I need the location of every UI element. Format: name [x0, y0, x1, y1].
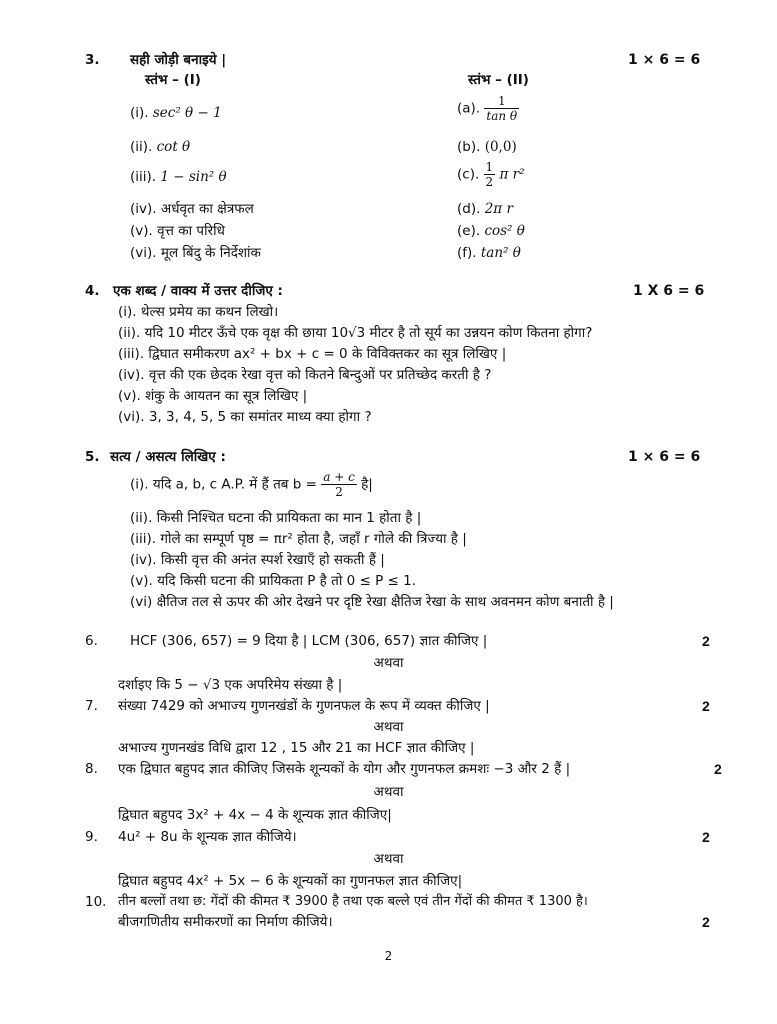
- q3-left-item: (vi). मूल बिंदु के निर्देशांक: [130, 245, 261, 261]
- q5-item: (vi) क्षैतिज तल से ऊपर की ओर देखने पर दृष्टि रेखा क्षैतिज रेखा के साथ अवनमन कोण बनाती है |: [130, 594, 614, 610]
- q3-left-item: (iv). अर्धवृत का क्षेत्रफल: [130, 201, 254, 217]
- q4-item: (v). शंकु के आयतन का सूत्र लिखिए |: [118, 388, 308, 404]
- q3-left-item: (v). वृत्त का परिधि: [130, 223, 225, 239]
- q5-item: (i). यदि a, b, c A.P. में हैं तब b = $\frac{a + c}{2}$ है|: [130, 470, 373, 499]
- q3-title: सही जोड़ी बनाइये |: [130, 52, 227, 68]
- fraction: $\frac{1}{\text{tan θ}}$: [486, 94, 518, 123]
- q9-or: अथवा: [373, 851, 404, 867]
- q9-alternative: द्विघात बहुपद 4x² + 5x − 6 के शून्यकों का गुणनफल ज्ञात कीजिए|: [118, 873, 463, 889]
- q8-number: 8.: [85, 761, 98, 777]
- page-number: 2: [384, 949, 393, 963]
- q6-number: 6.: [85, 633, 98, 649]
- q3-right-item: (f). tan² θ: [457, 245, 521, 261]
- q7-text: संख्या 7429 को अभाज्य गुणनखंडों के गुणनफल के रूप में व्यक्त कीजिए |: [118, 698, 490, 714]
- q6-text: HCF (306, 657) = 9 दिया है | LCM (306, 657) ज्ञात कीजिए |: [130, 633, 488, 649]
- q6-or: अथवा: [373, 655, 404, 671]
- q3-right-item: (b). (0,0): [457, 139, 517, 155]
- q9-number: 9.: [85, 829, 98, 845]
- q4-item: (i). थेल्स प्रमेय का कथन लिखो।: [118, 304, 279, 320]
- q3-left-item: (iii). 1 − sin² θ: [130, 169, 227, 185]
- q4-item: (iii). द्विघात समीकरण ax² + bx + c = 0 के विविक्तकर का सूत्र लिखिए |: [118, 346, 507, 362]
- q7-marks: 2: [702, 698, 710, 714]
- q3-right-item: (c). $\frac{1}{2}$ π r²: [457, 160, 525, 189]
- q3-column1-heading: स्तंभ – (I): [145, 72, 201, 88]
- q10-number: 10.: [85, 894, 107, 910]
- q6-alternative: दर्शाइए कि 5 − √3 एक अपरिमेय संख्या है |: [118, 677, 343, 693]
- q4-item: (ii). यदि 10 मीटर ऊँचे एक वृक्ष की छाया 10√3 मीटर है तो सूर्य का उन्नयन कोण कितना होगा?: [118, 325, 593, 341]
- q8-marks: 2: [714, 761, 722, 777]
- q3-left-item: (i). sec² θ − 1: [130, 105, 222, 121]
- q3-column2-heading: स्तंभ – (II): [468, 72, 529, 88]
- q5-item: (ii). किसी निश्चित घटना की प्रायिकता का मान 1 होता है |: [130, 510, 422, 526]
- q10-text: तीन बल्लों तथा छ: गेंदों की कीमत ₹ 3900 है तथा एक बल्ले एवं तीन गेंदों की कीमत ₹ 1300 है।: [118, 894, 588, 909]
- q10-marks: 2: [702, 914, 710, 930]
- q3-marks: 1 × 6 = 6: [628, 52, 701, 68]
- q5-item: (iii). गोले का सम्पूर्ण पृष्ठ = πr² होता है, जहाँ r गोले की त्रिज्या है |: [130, 531, 467, 547]
- q9-text: 4u² + 8u के शून्यक ज्ञात कीजिये।: [118, 829, 297, 845]
- q9-marks: 2: [702, 829, 710, 845]
- q5-item: (v). यदि किसी घटना की प्रायिकता P है तो 0 ≤ P ≤ 1.: [130, 573, 417, 589]
- q4-item: (vi). 3, 3, 4, 5, 5 का समांतर माध्य क्या होगा ?: [118, 409, 372, 425]
- q5-marks: 1 × 6 = 6: [628, 449, 701, 465]
- q8-alternative: द्विघात बहुपद 3x² + 4x − 4 के शून्यक ज्ञात कीजिए|: [118, 807, 392, 823]
- q7-alternative: अभाज्य गुणनखंड विधि द्वारा 12 , 15 और 21 का HCF ज्ञात कीजिए |: [118, 740, 475, 756]
- q4-marks: 1 X 6 = 6: [633, 283, 705, 299]
- q6-marks: 2: [702, 633, 710, 649]
- q3-left-item: (ii). cot θ: [130, 139, 191, 155]
- q3-right-item: (e). cos² θ: [457, 223, 525, 239]
- q3-right-item: (d). 2π r: [457, 201, 513, 217]
- fraction: $\frac{1}{2}$: [485, 160, 494, 189]
- q8-text: एक द्विघात बहुपद ज्ञात कीजिए जिसके शून्यकों के योग और गुणनफल क्रमशः −3 और 2 हैं |: [118, 761, 571, 777]
- q5-title: सत्य / असत्य लिखिए :: [110, 449, 226, 465]
- q4-item: (iv). वृत्त की एक छेदक रेखा वृत्त को कितने बिन्दुओं पर प्रतिच्छेद करती है ?: [118, 367, 492, 383]
- q4-title: एक शब्द / वाक्य में उत्तर दीजिए :: [113, 283, 283, 299]
- fraction: $\frac{a + c}{2}$: [323, 470, 355, 499]
- q3-right-item: (a). $\frac{1}{\text{tan θ}}$: [457, 94, 518, 123]
- q5-number: 5.: [85, 449, 100, 465]
- q7-number: 7.: [85, 698, 98, 714]
- q10-text-line2: बीजगणितीय समीकरणों का निर्माण कीजिये।: [118, 914, 333, 930]
- q3-number: 3.: [85, 52, 100, 68]
- q5-item: (iv). किसी वृत्त की अनंत स्पर्श रेखाएँ हो सकती हैं |: [130, 552, 385, 568]
- q8-or: अथवा: [373, 784, 404, 800]
- q7-or: अथवा: [373, 719, 404, 735]
- q4-number: 4.: [85, 283, 100, 299]
